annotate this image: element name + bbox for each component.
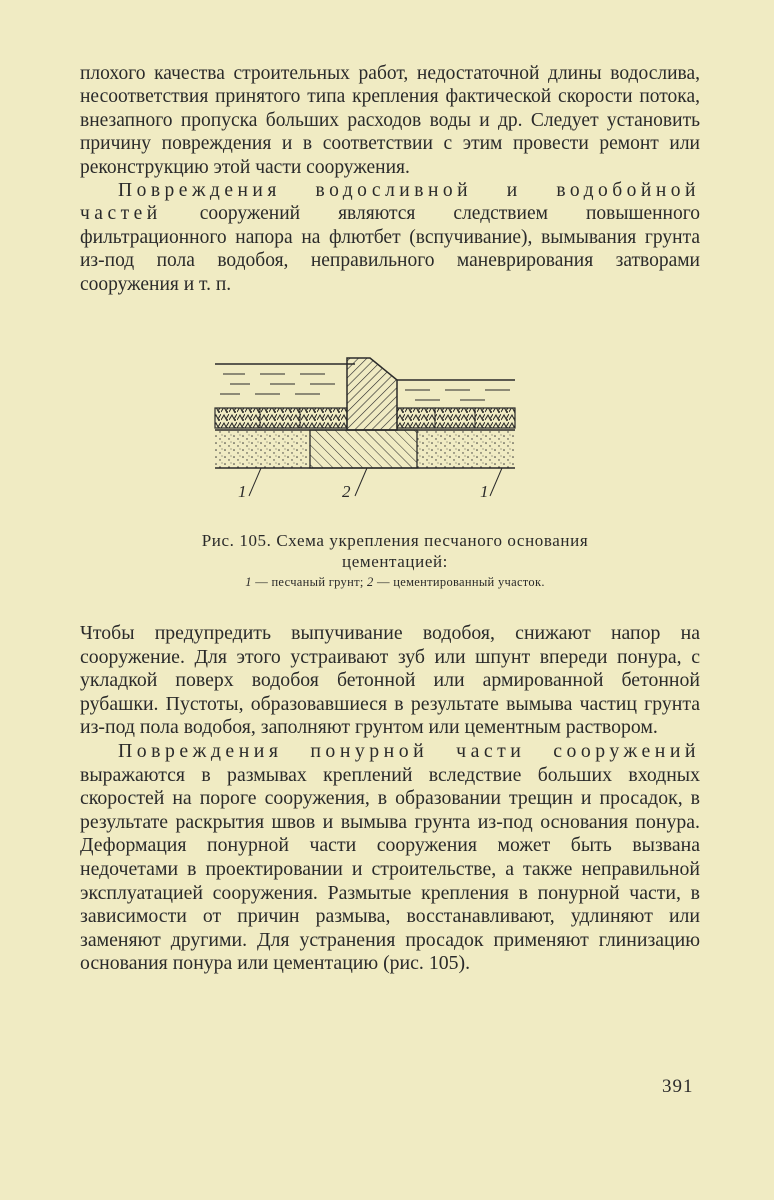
water-upstream — [215, 364, 355, 394]
legend-number: 1 — [245, 575, 252, 589]
legend-text: — цементированный участок. — [373, 575, 545, 589]
paragraph — [80, 179, 700, 296]
leader-line-2 — [355, 468, 367, 496]
figure-label-2: 2 — [342, 482, 351, 501]
figure-label-1-left: 1 — [238, 482, 247, 501]
spaced-lead-phrase: Повреждения водосливной и водобойной частей — [80, 180, 700, 225]
figure-legend — [150, 574, 640, 591]
figure-label-1-right: 1 — [480, 482, 489, 501]
water-downstream — [397, 380, 515, 400]
weir-body — [347, 358, 397, 430]
page-number: 391 — [662, 1076, 694, 1097]
figure-caption: Рис. 105. Схема укрепления песчаного основания цементацией: — [201, 531, 589, 571]
sandy-soil-left — [215, 430, 310, 468]
paragraph — [80, 740, 700, 976]
leader-line-1-right — [490, 468, 502, 496]
cementation-diagram — [205, 350, 525, 500]
cemented-zone — [310, 430, 417, 468]
bottom-text-block — [80, 622, 700, 976]
top-text-block — [80, 62, 700, 296]
paragraph: плохого качества строительных работ, недостаточной длины водослива, несоответствия принятого типа крепления фактической скорости потока, внезапного пропуска больших расходов воды и др. Следует установить причину повреждения и в соответствии с этим провести ремонт или реконструкцию этой части сооружения. — [80, 63, 700, 178]
paragraph-body: сооружений являются следствием повышенного фильтрационного напора на флютбет (вспучивание), вымывания грунта из-под пола водобоя, неправильного маневрирования затворами сооружения и т. п. — [80, 203, 700, 295]
leader-line-1-left — [249, 468, 261, 496]
sandy-soil-right — [417, 430, 515, 468]
spaced-lead-phrase: Повреждения понурной части сооружений — [118, 739, 700, 762]
paragraph-body: выражаются в размывах креплений вследствие больших входных скоростей на пороге сооружения, в образовании трещин и просадок, в результате раскрытия швов и вымыва грунта из-под основания понура. Деформация понурной части сооружения может быть вызвана недочетами в проектировании и строительстве, а также неправильной эксплуатацией сооружения. Размытые крепления в понурной части, в зависимости от причин размыва, восстанавливают, удлиняют или заменяют другими. Для устранения просадок применяют глинизацию основания понура или цементацию (рис. 105). — [80, 763, 700, 975]
apron-downstream — [397, 408, 515, 428]
legend-text: — песчаный грунт; — [251, 575, 368, 589]
paragraph: Чтобы предупредить выпучивание водобоя, снижают напор на сооружение. Для этого устраивают зуб или шпунт впереди понура, с укладкой поверх водобоя бетонной или армированной бетонной рубашки. Пустоты, образовавшиеся в результате вымыва частиц грунта из-под пола водобоя, заполняют грунтом или цементным раствором. — [80, 622, 700, 739]
legend-number: 2 — [367, 575, 374, 589]
apron-upstream — [215, 408, 347, 428]
